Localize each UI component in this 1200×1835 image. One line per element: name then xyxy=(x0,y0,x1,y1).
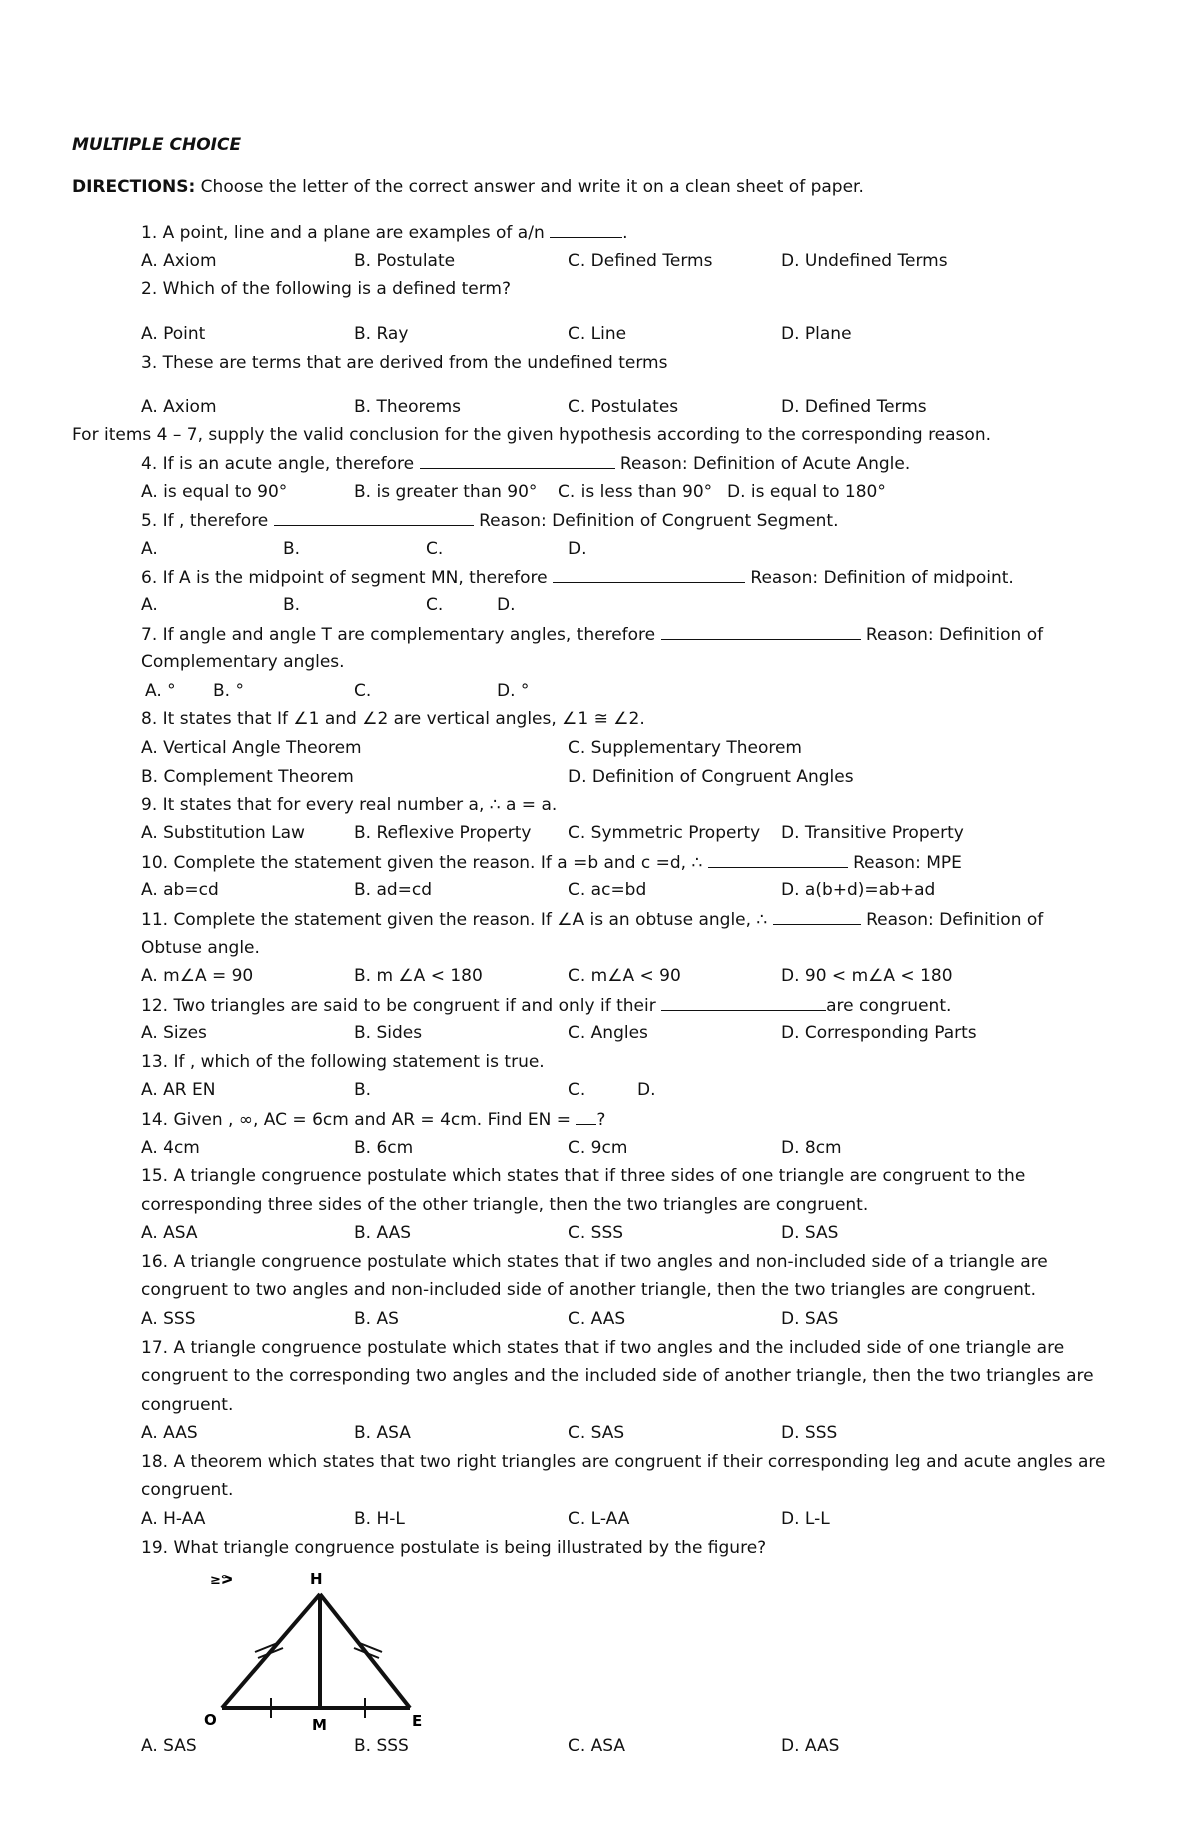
option-d: D. AAS xyxy=(781,1736,840,1756)
option-d: D. Defined Terms xyxy=(781,397,927,417)
option-d: D. Transitive Property xyxy=(781,823,964,843)
question-17-continued-2: congruent. xyxy=(141,1395,234,1415)
question-15-continued: corresponding three sides of the other triangle, then the two triangles are congruent. xyxy=(141,1195,869,1215)
option-c: C. 9cm xyxy=(568,1138,628,1158)
question-11-text: 11. Complete the statement given the reason. If ∠A is an obtuse angle, ∴ xyxy=(141,910,768,930)
question-5-text: 5. If , therefore xyxy=(141,511,269,531)
option-b: B. Reflexive Property xyxy=(354,823,532,843)
option-b: B. Theorems xyxy=(354,397,461,417)
option-b: B. Complement Theorem xyxy=(141,767,354,787)
side-he xyxy=(320,1594,410,1708)
option-b: B. 6cm xyxy=(354,1138,414,1158)
option-d: D. L-L xyxy=(781,1509,830,1529)
option-a: A. SAS xyxy=(141,1736,197,1756)
triangle-figure xyxy=(200,1570,440,1735)
answer-blank xyxy=(661,994,826,1011)
option-c: C. ac=bd xyxy=(568,880,647,900)
option-a: A. Axiom xyxy=(141,397,217,417)
question-7-continued: Complementary angles. xyxy=(141,652,345,672)
vertex-label-o: O xyxy=(204,1711,217,1729)
option-a: A. m∠A = 90 xyxy=(141,966,254,986)
question-1-end: . xyxy=(622,223,628,243)
option-b: B. AAS xyxy=(354,1223,411,1243)
option-d: D. is equal to 180° xyxy=(727,482,886,502)
question-6-reason: Reason: Definition of midpoint. xyxy=(750,568,1014,588)
option-d: D. Undefined Terms xyxy=(781,251,948,271)
option-c: C. is less than 90° xyxy=(558,482,713,502)
question-15: 15. A triangle congruence postulate which states that if three sides of one triangle are congruent to the xyxy=(141,1166,1026,1186)
page-title: MULTIPLE CHOICE xyxy=(72,135,242,155)
option-b: B. Ray xyxy=(354,324,409,344)
option-c: C. Defined Terms xyxy=(568,251,713,271)
option-b: B. xyxy=(283,595,301,615)
question-1 xyxy=(141,221,628,244)
answer-blank xyxy=(550,221,622,238)
option-d: D. Corresponding Parts xyxy=(781,1023,977,1043)
option-a: A. is equal to 90° xyxy=(141,482,288,502)
question-10-text: 10. Complete the statement given the reason. If a =b and c =d, ∴ xyxy=(141,853,703,873)
vertex-label-m: M xyxy=(312,1716,327,1734)
question-7-reason: Reason: Definition of xyxy=(865,625,1044,645)
option-d: D. SAS xyxy=(781,1223,839,1243)
question-10-reason: Reason: MPE xyxy=(853,853,962,873)
side-oh xyxy=(222,1594,320,1708)
question-16: 16. A triangle congruence postulate which states that if two angles and non-included side of a triangle are xyxy=(141,1252,1048,1272)
answer-blank xyxy=(708,851,848,868)
option-a: A. 4cm xyxy=(141,1138,200,1158)
question-12-end: are congruent. xyxy=(826,996,952,1016)
question-5-reason: Reason: Definition of Congruent Segment. xyxy=(479,511,839,531)
option-c: C. Symmetric Property xyxy=(568,823,761,843)
option-d: D. a(b+d)=ab+ad xyxy=(781,880,936,900)
answer-blank xyxy=(553,566,745,583)
question-18: 18. A theorem which states that two right triangles are congruent if their corresponding leg and acute angles are xyxy=(141,1452,1106,1472)
option-d: D. Definition of Congruent Angles xyxy=(568,767,854,787)
option-c: C. Supplementary Theorem xyxy=(568,738,802,758)
option-b: B. xyxy=(354,1080,372,1100)
option-c: C. xyxy=(426,539,444,559)
instruction-items-4-7: For items 4 – 7, supply the valid conclusion for the given hypothesis according to the corresponding reason. xyxy=(72,425,991,445)
question-3: 3. These are terms that are derived from the undefined terms xyxy=(141,353,668,373)
question-6 xyxy=(141,566,1014,589)
option-b: B. ad=cd xyxy=(354,880,433,900)
question-11-continued: Obtuse angle. xyxy=(141,938,260,958)
directions xyxy=(72,176,864,198)
option-a: A. xyxy=(141,595,158,615)
question-18-continued: congruent. xyxy=(141,1480,234,1500)
figure-corner-mark: ≥ᕗ xyxy=(210,1573,233,1588)
question-4 xyxy=(141,452,910,475)
question-9: 9. It states that for every real number a, ∴ a = a. xyxy=(141,795,558,815)
option-c: C. m∠A < 90 xyxy=(568,966,681,986)
question-11 xyxy=(141,908,1043,931)
option-a: A. xyxy=(141,539,158,559)
option-a: A. Vertical Angle Theorem xyxy=(141,738,362,758)
option-a: A. H-AA xyxy=(141,1509,206,1529)
option-c: C. AAS xyxy=(568,1309,626,1329)
option-d: D. xyxy=(568,539,587,559)
option-c: C. L-AA xyxy=(568,1509,630,1529)
question-12 xyxy=(141,994,951,1017)
option-a: A. ° xyxy=(145,681,176,701)
question-1-text: 1. A point, line and a plane are examples of a/n xyxy=(141,223,545,243)
answer-blank xyxy=(773,908,861,925)
option-d: D. SSS xyxy=(781,1423,838,1443)
option-c: C. xyxy=(354,681,372,701)
question-13: 13. If , which of the following statement is true. xyxy=(141,1052,545,1072)
option-a: A. AAS xyxy=(141,1423,198,1443)
option-b: B. Postulate xyxy=(354,251,456,271)
option-b: B. H-L xyxy=(354,1509,405,1529)
question-11-reason: Reason: Definition of xyxy=(866,910,1044,930)
option-d: D. ° xyxy=(497,681,530,701)
option-a: A. Sizes xyxy=(141,1023,207,1043)
option-c: C. ASA xyxy=(568,1736,626,1756)
answer-blank xyxy=(420,452,615,469)
question-12-text: 12. Two triangles are said to be congruent if and only if their xyxy=(141,996,656,1016)
option-b: B. ASA xyxy=(354,1423,411,1443)
option-d: D. Plane xyxy=(781,324,852,344)
option-c: C. xyxy=(568,1080,586,1100)
option-c: C. SAS xyxy=(568,1423,625,1443)
option-b: B. Sides xyxy=(354,1023,423,1043)
answer-blank xyxy=(274,509,474,526)
option-d: D. 8cm xyxy=(781,1138,842,1158)
option-d: D. SAS xyxy=(781,1309,839,1329)
question-19: 19. What triangle congruence postulate is being illustrated by the figure? xyxy=(141,1538,767,1558)
option-b: B. SSS xyxy=(354,1736,409,1756)
question-7-text: 7. If angle and angle T are complementary angles, therefore xyxy=(141,625,656,645)
option-d: D. 90 < m∠A < 180 xyxy=(781,966,953,986)
option-d: D. xyxy=(637,1080,656,1100)
option-a: A. SSS xyxy=(141,1309,196,1329)
option-c: C. SSS xyxy=(568,1223,624,1243)
option-a: A. ASA xyxy=(141,1223,198,1243)
option-c: C. xyxy=(426,595,444,615)
question-17-continued: congruent to the corresponding two angles and the included side of another triangle, then the two triangles are xyxy=(141,1366,1094,1386)
directions-text: Choose the letter of the correct answer and write it on a clean sheet of paper. xyxy=(195,177,864,197)
question-6-text: 6. If A is the midpoint of segment MN, therefore xyxy=(141,568,548,588)
option-b: B. is greater than 90° xyxy=(354,482,538,502)
vertex-label-h: H xyxy=(310,1570,323,1588)
option-b: B. AS xyxy=(354,1309,399,1329)
option-a: A. Axiom xyxy=(141,251,217,271)
option-c: C. Angles xyxy=(568,1023,648,1043)
question-8: 8. It states that If ∠1 and ∠2 are vertical angles, ∠1 ≅ ∠2. xyxy=(141,709,645,729)
question-14-end: ? xyxy=(596,1110,606,1130)
question-2: 2. Which of the following is a defined term? xyxy=(141,279,511,299)
answer-blank xyxy=(661,623,861,640)
option-b: B. ° xyxy=(213,681,244,701)
answer-blank xyxy=(576,1108,596,1125)
question-17: 17. A triangle congruence postulate which states that if two angles and the included side of one triangle are xyxy=(141,1338,1065,1358)
question-4-reason: Reason: Definition of Acute Angle. xyxy=(619,454,911,474)
option-a: A. Substitution Law xyxy=(141,823,305,843)
question-4-text: 4. If is an acute angle, therefore xyxy=(141,454,415,474)
option-b: B. xyxy=(283,539,301,559)
question-5 xyxy=(141,509,839,532)
question-10 xyxy=(141,851,962,874)
option-c: C. Line xyxy=(568,324,627,344)
question-14-text: 14. Given , ∞, AC = 6cm and AR = 4cm. Find EN = xyxy=(141,1110,571,1130)
option-d: D. xyxy=(497,595,516,615)
option-b: B. m ∠A < 180 xyxy=(354,966,483,986)
option-a: A. Point xyxy=(141,324,206,344)
option-a: A. AR EN xyxy=(141,1080,216,1100)
question-7 xyxy=(141,623,1043,646)
question-14 xyxy=(141,1108,605,1131)
option-a: A. ab=cd xyxy=(141,880,219,900)
question-16-continued: congruent to two angles and non-included side of another triangle, then the two triangles are congruent. xyxy=(141,1280,1036,1300)
directions-label: DIRECTIONS: xyxy=(72,177,196,197)
vertex-label-e: E xyxy=(412,1712,423,1730)
option-c: C. Postulates xyxy=(568,397,679,417)
